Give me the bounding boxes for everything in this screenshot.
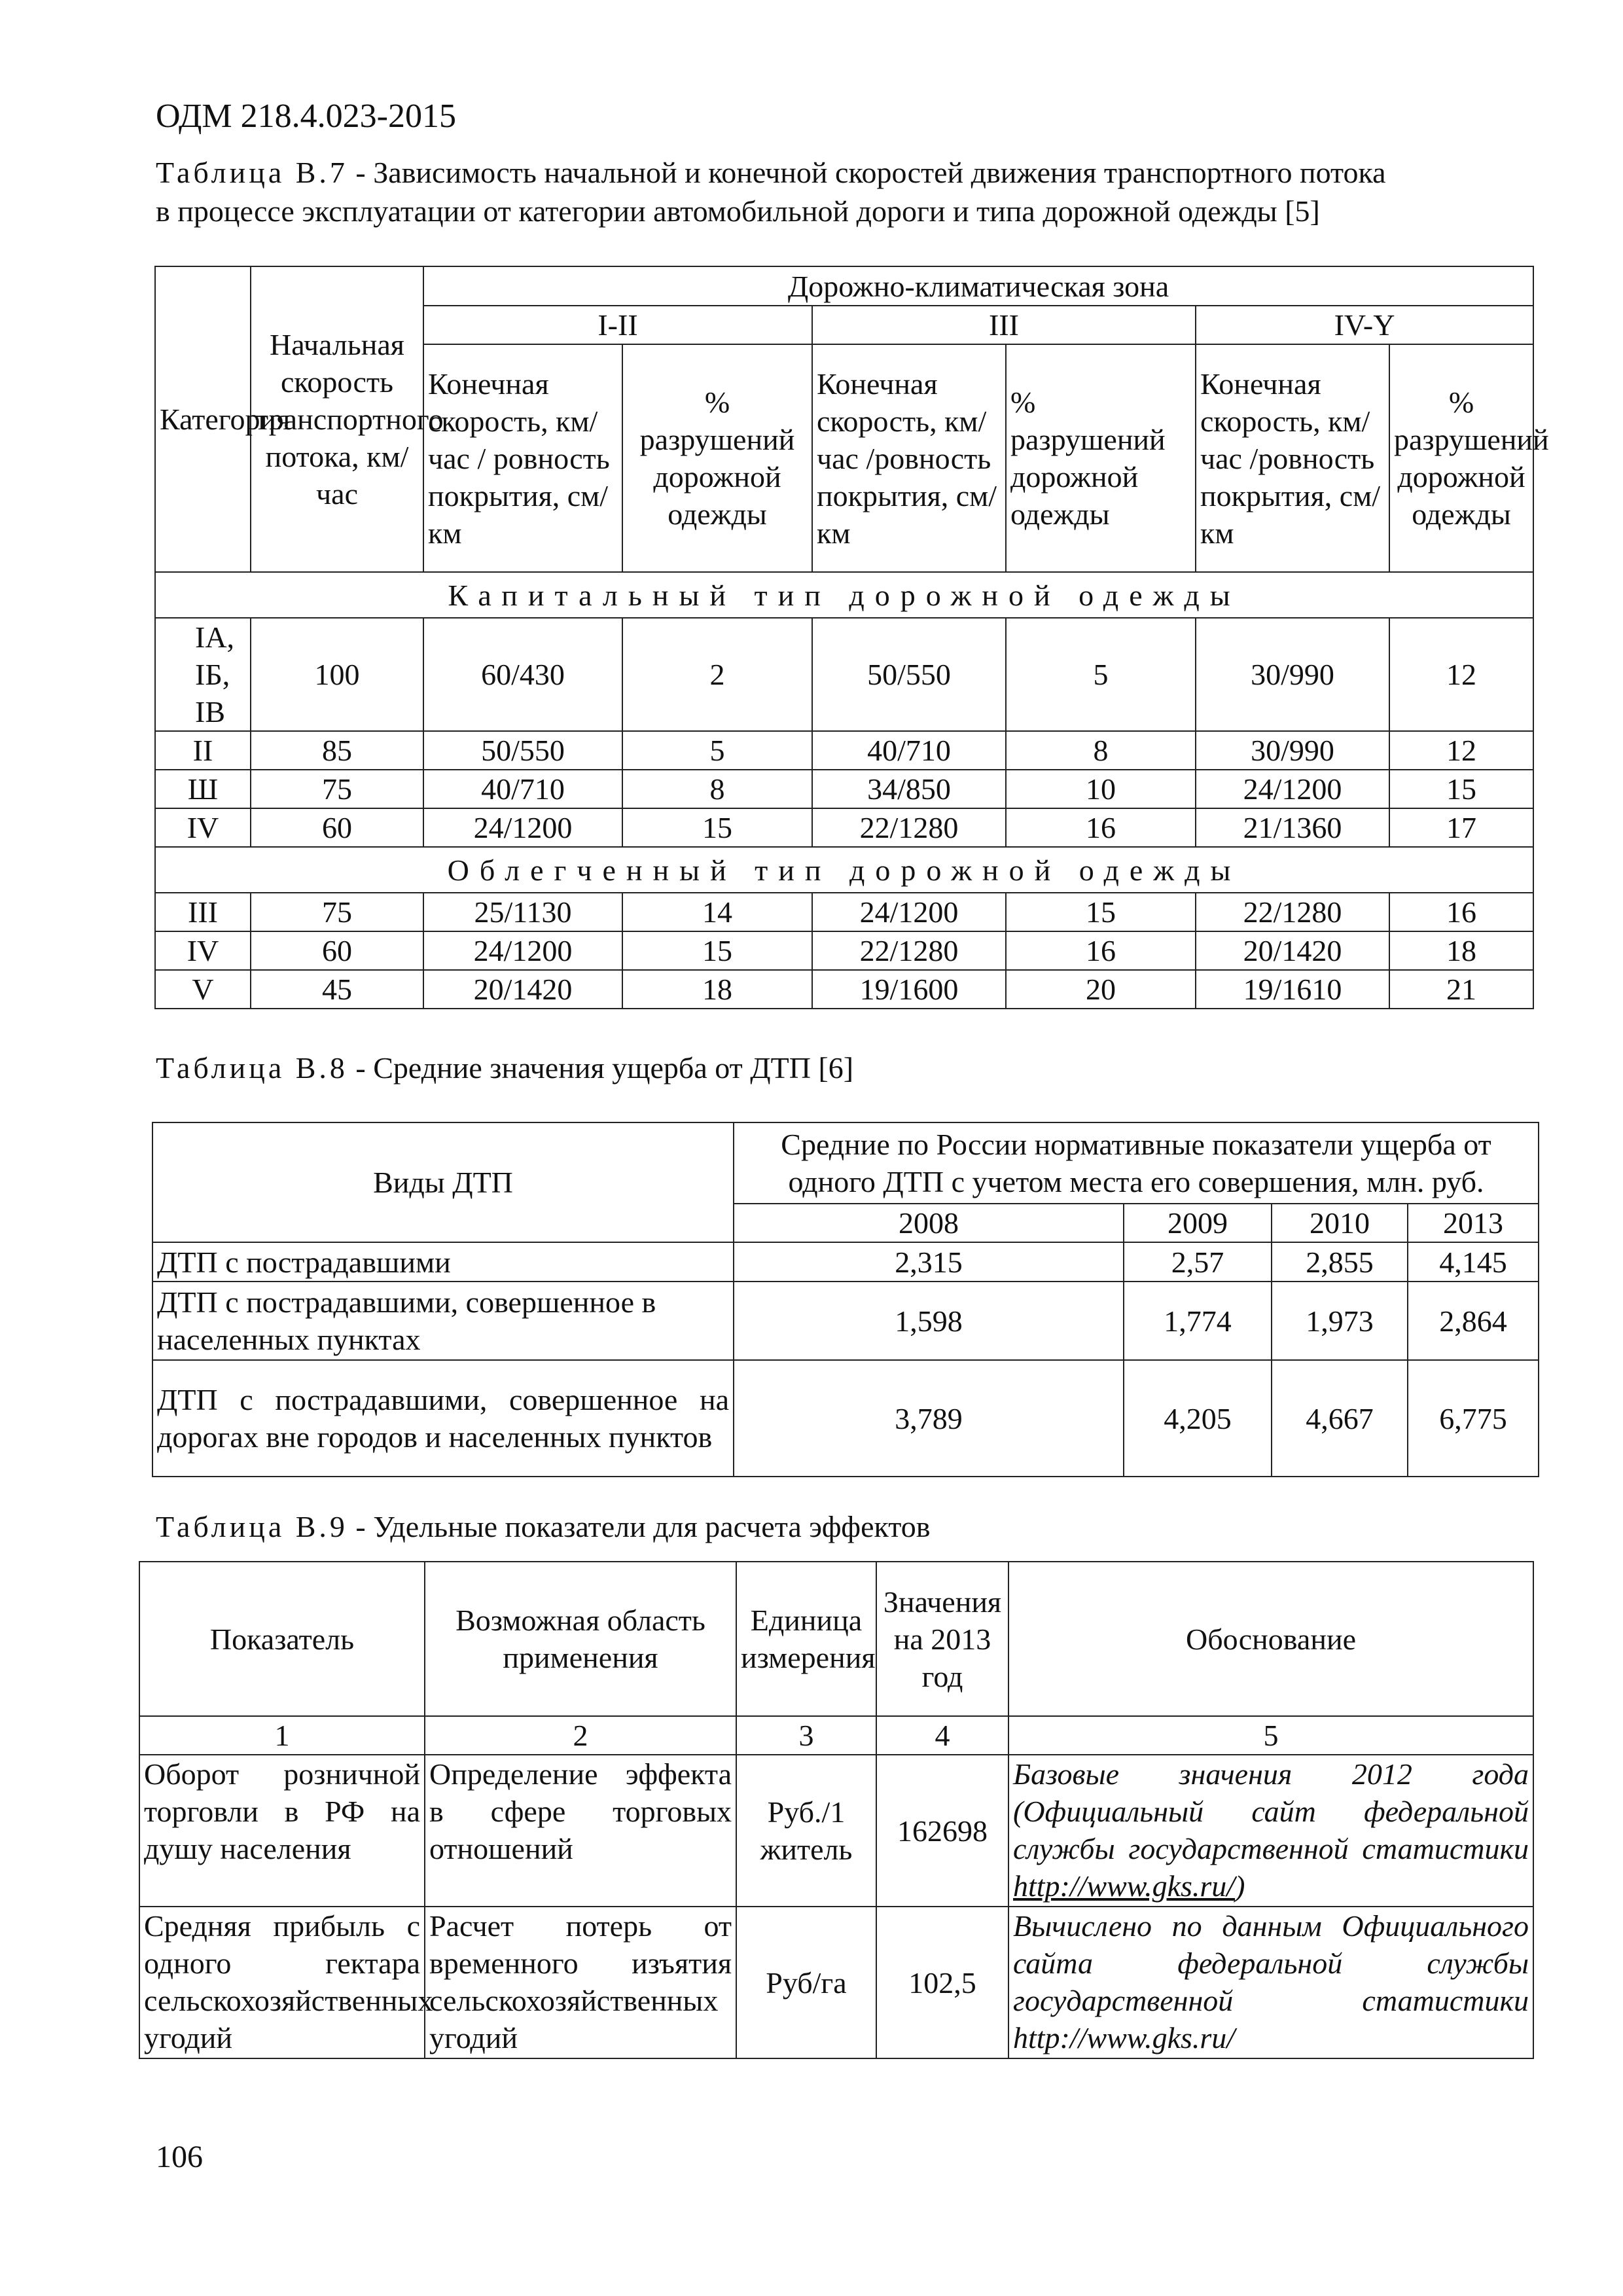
cell: V <box>155 970 251 1009</box>
cell: ДТП с пострадавшими <box>152 1242 734 1282</box>
header-final-speed: Конечная скорость, км/час /ровность покрытия, см/км <box>1196 344 1389 572</box>
cell: 22/1280 <box>1196 893 1389 931</box>
cell: 4,145 <box>1408 1242 1539 1282</box>
cell: 16 <box>1006 808 1196 847</box>
justification-tail: ) <box>1235 1869 1245 1903</box>
cell: 45 <box>251 970 423 1009</box>
cell: 22/1280 <box>812 931 1006 970</box>
cell: 15 <box>622 808 812 847</box>
header-unit: Единица измерения <box>736 1562 876 1716</box>
cell: 50/550 <box>423 731 622 770</box>
header-application-area: Возможная область применения <box>425 1562 736 1716</box>
header-destruction: % разрушений дорожной одежды <box>622 344 812 572</box>
cell: 18 <box>622 970 812 1009</box>
table-b9-caption <box>156 1507 931 1546</box>
cell: 34/850 <box>812 770 1006 808</box>
table-b7-label: Таблица В.7 <box>156 156 348 189</box>
justification-text: Базовые значения 2012 года (Официальный сайт федеральной службы государственной статистики <box>1013 1757 1529 1865</box>
table-b8-label: Таблица В.8 <box>156 1051 348 1085</box>
cell: 16 <box>1006 931 1196 970</box>
column-number: 2 <box>425 1716 736 1755</box>
header-final-speed: Конечная скорость, км/час / ровность покрытия, см/км <box>423 344 622 572</box>
table-b7-caption <box>156 153 1386 230</box>
cell: 2,855 <box>1272 1242 1408 1282</box>
cell: 15 <box>622 931 812 970</box>
cell: 24/1200 <box>812 893 1006 931</box>
header-climate-zone: Дорожно-климатическая зона <box>423 266 1533 306</box>
cell: 4,205 <box>1124 1360 1272 1477</box>
cell: 24/1200 <box>423 931 622 970</box>
header-year: 2013 <box>1408 1204 1539 1242</box>
header-final-speed: Конечная скорость, км/час /ровность покрытия, см/км <box>812 344 1006 572</box>
table-row <box>155 970 1533 1009</box>
table-row <box>139 1755 1533 1907</box>
cell: 60 <box>251 808 423 847</box>
header-initial-speed: Начальная скорость транспортного потока, км/час <box>251 266 423 572</box>
cell: 20 <box>1006 970 1196 1009</box>
header-destruction: % разрушений дорожной одежды <box>1006 344 1196 572</box>
cell: 2,57 <box>1124 1242 1272 1282</box>
cell: 19/1600 <box>812 970 1006 1009</box>
section-capital-pavement: Капитальный тип дорожной одежды <box>155 572 1533 618</box>
table-row <box>155 808 1533 847</box>
cell: IA, IБ, IB <box>155 618 251 731</box>
cell: 4,667 <box>1272 1360 1408 1477</box>
cell: 12 <box>1389 731 1533 770</box>
cell: 19/1610 <box>1196 970 1389 1009</box>
cell: 5 <box>622 731 812 770</box>
table-b9-label: Таблица В.9 <box>156 1510 348 1543</box>
cell: 162698 <box>876 1755 1008 1907</box>
header-year: 2009 <box>1124 1204 1272 1242</box>
cell: 75 <box>251 770 423 808</box>
cell: 8 <box>622 770 812 808</box>
header-average-damage: Средние по России нормативные показатели ущерба от одного ДТП с учетом места его совершения, млн. руб. <box>734 1122 1539 1204</box>
cell: 18 <box>1389 931 1533 970</box>
section-light-pavement: Облегченный тип дорожной одежды <box>155 847 1533 893</box>
cell: Руб/га <box>736 1907 876 2058</box>
cell: 6,775 <box>1408 1360 1539 1477</box>
cell: 2 <box>622 618 812 731</box>
table-row <box>155 893 1533 931</box>
header-destruction: % разрушений дорожной одежды <box>1389 344 1533 572</box>
document-code: ОДМ 218.4.023-2015 <box>156 98 456 135</box>
table-b7-title-line1: - Зависимость начальной и конечной скоростей движения транспортного потока <box>348 156 1386 189</box>
header-year: 2010 <box>1272 1204 1408 1242</box>
cell: 3,789 <box>734 1360 1124 1477</box>
page-number: 106 <box>156 2140 203 2174</box>
header-zone-3: IV-Y <box>1196 306 1533 344</box>
cell: ДТП с пострадавшими, совершенное на дорогах вне городов и населенных пунктов <box>152 1360 734 1477</box>
cell: Определение эффекта в сфере торговых отношений <box>425 1755 736 1907</box>
cell: 10 <box>1006 770 1196 808</box>
column-number: 4 <box>876 1716 1008 1755</box>
cell: 60/430 <box>423 618 622 731</box>
cell: Ш <box>155 770 251 808</box>
header-category: Категория <box>155 266 251 572</box>
header-value-2013: Значения на 2013 год <box>876 1562 1008 1716</box>
cell: 40/710 <box>812 731 1006 770</box>
cell: Средняя прибыль с одного гектара сельскохозяйственных угодий <box>139 1907 425 2058</box>
header-indicator: Показатель <box>139 1562 425 1716</box>
cell: 100 <box>251 618 423 731</box>
cell: 20/1420 <box>423 970 622 1009</box>
header-zone-1: I-II <box>423 306 812 344</box>
cell: ДТП с пострадавшими, совершенное в населенных пунктах <box>152 1282 734 1360</box>
cell: 15 <box>1389 770 1533 808</box>
cell: 21 <box>1389 970 1533 1009</box>
cell: 22/1280 <box>812 808 1006 847</box>
cell: 2,864 <box>1408 1282 1539 1360</box>
header-accident-types: Виды ДТП <box>152 1122 734 1242</box>
cell: III <box>155 893 251 931</box>
cell: 2,315 <box>734 1242 1124 1282</box>
header-year: 2008 <box>734 1204 1124 1242</box>
table-row <box>139 1907 1533 2058</box>
table-b9-title: - Удельные показатели для расчета эффектов <box>348 1510 931 1543</box>
cell: 20/1420 <box>1196 931 1389 970</box>
cell: 102,5 <box>876 1907 1008 2058</box>
cell: 85 <box>251 731 423 770</box>
cell: 12 <box>1389 618 1533 731</box>
cell: Вычислено по данным Официального сайта федеральной службы государственной статистики http://www.gks.ru/ <box>1008 1907 1533 2058</box>
cell: 24/1200 <box>423 808 622 847</box>
cell: 50/550 <box>812 618 1006 731</box>
cell: 15 <box>1006 893 1196 931</box>
cell: 75 <box>251 893 423 931</box>
table-row <box>152 1282 1539 1360</box>
cell: IV <box>155 808 251 847</box>
cell: 1,973 <box>1272 1282 1408 1360</box>
cell: 60 <box>251 931 423 970</box>
table-b8-title: - Средние значения ущерба от ДТП [6] <box>348 1051 854 1085</box>
cell: IV <box>155 931 251 970</box>
cell: 25/1130 <box>423 893 622 931</box>
column-number: 1 <box>139 1716 425 1755</box>
column-number: 5 <box>1008 1716 1533 1755</box>
table-row <box>152 1360 1539 1477</box>
cell: 40/710 <box>423 770 622 808</box>
table-b7-title-line2: в процессе эксплуатации от категории автомобильной дороги и типа дорожной одежды [5] <box>156 194 1320 228</box>
table-b8 <box>152 1122 1539 1477</box>
table-b8-caption <box>156 1049 853 1087</box>
cell <box>1008 1755 1533 1907</box>
cell: 30/990 <box>1196 618 1389 731</box>
gks-link[interactable]: http://www.gks.ru/ <box>1013 1869 1236 1903</box>
column-number: 3 <box>736 1716 876 1755</box>
cell: 24/1200 <box>1196 770 1389 808</box>
table-row <box>155 931 1533 970</box>
cell: 5 <box>1006 618 1196 731</box>
cell: 1,774 <box>1124 1282 1272 1360</box>
cell: 16 <box>1389 893 1533 931</box>
cell: 14 <box>622 893 812 931</box>
header-zone-2: III <box>812 306 1196 344</box>
cell: 30/990 <box>1196 731 1389 770</box>
table-row <box>155 618 1533 731</box>
cell: Расчет потерь от временного изъятия сельскохозяйственных угодий <box>425 1907 736 2058</box>
table-row <box>152 1242 1539 1282</box>
table-row <box>155 731 1533 770</box>
cell: 8 <box>1006 731 1196 770</box>
table-b9 <box>139 1561 1534 2059</box>
table-b7 <box>154 266 1549 1009</box>
cell: 21/1360 <box>1196 808 1389 847</box>
cell: Руб./1 житель <box>736 1755 876 1907</box>
cell: II <box>155 731 251 770</box>
cell: Оборот розничной торговли в РФ на душу населения <box>139 1755 425 1907</box>
header-justification: Обоснование <box>1008 1562 1533 1716</box>
cell: 1,598 <box>734 1282 1124 1360</box>
table-row <box>155 770 1533 808</box>
cell: 17 <box>1389 808 1533 847</box>
